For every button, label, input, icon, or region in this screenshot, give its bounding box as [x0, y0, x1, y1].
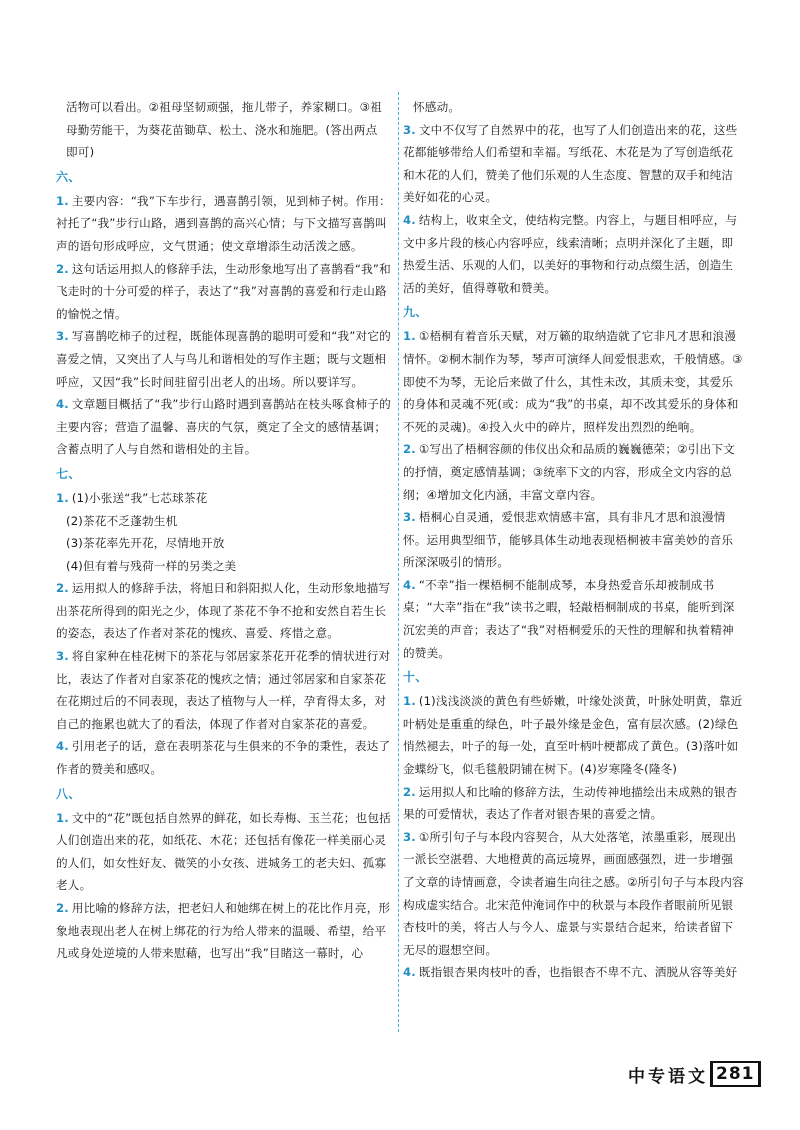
answer-item: [403, 209, 745, 299]
answer-item: [56, 393, 394, 461]
answer-item: [403, 690, 745, 780]
item-text: 文中不仅写了自然界中的花，也写了人们创造出来的花，这些花都能够带给人们希望和幸福。写纸花、木花是为了写创造纸花和木花的人们，赞美了他们乐观的人生态度、智慧的双手和纯洁美好如花的心灵。: [403, 122, 738, 205]
answer-item: [403, 438, 745, 506]
continued-line: 即可): [66, 145, 95, 160]
item-number: 3.: [56, 649, 69, 664]
item-number: 2.: [56, 581, 69, 596]
item-text: 用比喻的修辞方法，把老妇人和她绑在树上的花比作月亮，形象地表现出老人在树上绑花的行为给人带来的温暖、希望，给平凡或身处逆境的人带来慰藉，也写出“我”目睹这一幕时，心: [56, 901, 391, 961]
item-number: 4.: [403, 965, 416, 980]
item-text: ①梧桐有着音乐天赋，对万籁的取纳造就了它非凡才思和浪漫情怀。②桐木制作为琴，琴声可演绎人间爱恨悲欢，千般情感。③即使不为琴，无论后来做了什么，其性未改，其质未变，其爱乐的身体和灵魂不死(或：成为“我”的书桌，却不改其爱乐的身体和不死的灵魂)。④投入火中的碎片，照样发出烈烈的绝响。: [403, 329, 743, 434]
answer-item: [403, 506, 745, 574]
item-text: 梧桐心自灵通，爱恨悲欢情感丰富，具有非凡才思和浪漫情怀。运用典型细节，能够具体生动地表现梧桐被丰富美妙的音乐所深深吸引的情形。: [403, 510, 734, 570]
answer-item: [56, 258, 394, 326]
answer-item: [56, 807, 394, 897]
item-number: 3.: [403, 510, 416, 525]
answer-item: [403, 325, 745, 438]
item-text: (2)茶花不乏蓬勃生机: [66, 513, 178, 528]
item-number: 1.: [56, 810, 69, 825]
continued-line: 活物可以看出。②祖母坚韧顽强，拖儿带子，养家糊口。③祖: [66, 100, 383, 114]
item-text: (3)茶花率先开花，尽情地开放: [66, 536, 225, 551]
item-text: “不幸”指一棵梧桐不能制成琴，本身热爱音乐却被制成书桌；“大幸”指在“我”读书之暇，轻敲梧桐制成的书桌，能听到深沉宏美的声音；表达了“我”对梧桐爱乐的天性的理解和执着精神的赞美。: [403, 577, 735, 660]
item-text: 主要内容：“我”下车步行，遇喜鹊引领，见到柿子树。作用：衬托了“我”步行山路，遇到喜鹊的高兴心情；与下文描写喜鹊叫声的语句形成呼应，文气贯通；使文章增添生动活泼之感。: [56, 193, 391, 253]
item-number: 3.: [403, 122, 416, 137]
answer-item: [56, 897, 394, 965]
item-text: 运用拟人和比喻的修辞方法，生动传神地描绘出未成熟的银杏果的可爱情状，表达了作者对银杏果的喜爱之情。: [403, 784, 738, 822]
item-text: 写喜鹊吃柿子的过程，既能体现喜鹊的聪明可爱和“我”对它的喜爱之情，又突出了人与鸟儿和谐相处的写作主题；既与文题相呼应，又因“我”长时间驻留引出老人的出场。所以要详写。: [56, 329, 391, 389]
section-heading-10: 十、: [403, 670, 428, 685]
right-column: [403, 96, 745, 984]
page-number: 281: [710, 1061, 761, 1087]
column-divider: [398, 92, 399, 1032]
item-number: 4.: [56, 739, 69, 754]
item-text: ①所引句子与本段内容契合，从大处落笔，浓墨重彩，展现出一派长空湛碧、大地橙黄的高远境界，画面感强烈，进一步增强了文章的诗情画意，令读者遍生向往之感。②所引句子与本段内容构成虚实结合。北宋范仲淹词作中的秋景与本段作者眼前所见银杏枝叶的美，将古人与今人、虚景与实景结合起来，给读者留下无尽的遐想空间。: [403, 829, 744, 957]
answer-subitem: [56, 510, 394, 533]
item-number: 1.: [56, 490, 69, 505]
answer-item: [403, 826, 745, 962]
item-number: 4.: [403, 212, 416, 227]
left-column: [56, 96, 394, 965]
answer-item: [403, 119, 745, 209]
item-number: 2.: [56, 261, 69, 276]
answer-item: [56, 487, 394, 510]
answer-item: [403, 781, 745, 826]
answer-item: [403, 574, 745, 664]
item-number: 4.: [403, 577, 416, 592]
answer-item: [56, 190, 394, 258]
page-footer: [628, 1060, 761, 1088]
item-number: 2.: [56, 901, 69, 915]
item-text: 这句话运用拟人的修辞手法，生动形象地写出了喜鹊看“我”和飞走时的十分可爱的样子，表达了“我”对喜鹊的喜爱和行走山路的愉悦之情。: [56, 261, 391, 321]
item-number: 4.: [56, 397, 69, 412]
item-text: (1)小张送“我”七芯球茶花: [71, 490, 208, 505]
answer-item: [56, 577, 394, 645]
answer-item: [56, 325, 394, 393]
continued-line: 母勤劳能干，为葵花苗锄草、松土、浇水和施肥。(答出两点: [66, 122, 378, 137]
item-number: 3.: [56, 329, 69, 344]
section-heading-6: 六、: [56, 169, 81, 184]
item-text: (1)浅浅淡淡的黄色有些娇嫩，叶缘处淡黄，叶脉处明黄，靠近叶柄处是重重的绿色，叶子最外缘是金色，富有层次感。(2)绿色悄然褪去，叶子的每一处，直至叶柄叶梗都成了黄色。(3)落叶如金蝶纷飞，似毛毯般阴铺在树下。(4)岁寒隆冬(隆冬): [403, 694, 743, 777]
item-text: (4)但有着与残荷一样的另类之美: [66, 558, 237, 573]
item-text: 既指银杏果肉枝叶的香，也指银杏不卑不亢、洒脱从容等美好: [418, 965, 738, 980]
answer-item: [403, 961, 745, 984]
item-number: 2.: [403, 442, 416, 457]
item-text: 引用老子的话，意在表明茶花与生俱来的不争的秉性，表达了作者的赞美和感叹。: [56, 739, 391, 777]
section-heading-8: 八、: [56, 786, 81, 801]
item-text: 将自家种在桂花树下的茶花与邻居家茶花开花季的情状进行对比，表达了作者对自家茶花的愧疚之情；通过邻居家和自家茶花在花期过后的不同表现，表达了植物与人一样，孕育得太多，对自己的拖累也就大了的看法，体现了作者对自家茶花的喜爱。: [56, 649, 391, 731]
item-number: 2.: [403, 784, 416, 799]
item-text: 运用拟人的修辞手法，将旭日和斜阳拟人化，生动形象地描写出茶花所得到的阳光之少，体现了茶花不争不抢和安然自若生长的姿态，表达了作者对茶花的愧疚、喜爱、疼惜之意。: [56, 581, 391, 641]
item-number: 1.: [403, 329, 416, 344]
item-number: 1.: [403, 694, 416, 709]
item-text: ①写出了梧桐容颜的伟仪出众和品质的巍巍德荣；②引出下文的抒情，奠定感情基调；③统率下文的内容，形成全文内容的总纲；④增加文化内涵，丰富文章内容。: [403, 442, 735, 502]
answer-item: [56, 645, 394, 735]
answer-subitem: [56, 555, 394, 578]
item-text: 结构上，收束全文，使结构完整。内容上，与题目相呼应，与文中多片段的核心内容呼应，线索清晰；点明并深化了主题，即热爱生活、乐观的人们，以美好的事物和行动点缀生活，创造生活的美好，值得尊敬和赞美。: [403, 212, 738, 295]
section-heading-7: 七、: [56, 466, 81, 481]
item-text: 文章题目概括了“我”步行山路时遇到喜鹊站在枝头啄食柿子的主要内容；营造了温馨、喜庆的气氛，奠定了全文的感情基调；含蓄点明了人与自然和谐相处的主旨。: [56, 397, 391, 457]
section-heading-9: 九、: [403, 305, 428, 320]
footer-label: 中专语文: [628, 1066, 708, 1087]
answer-subitem: [56, 532, 394, 555]
answer-item: [56, 735, 394, 780]
continued-line: 怀感动。: [413, 100, 461, 114]
item-number: 3.: [403, 829, 416, 844]
item-text: 文中的“花”既包括自然界的鲜花，如长寿梅、玉兰花；也包括人们创造出来的花，如纸花、木花；还包括有像花一样美丽心灵的人们，如女性好友、微笑的小女孩、进城务工的老夫妇、孤寡老人。: [56, 810, 391, 893]
item-number: 1.: [56, 193, 69, 208]
